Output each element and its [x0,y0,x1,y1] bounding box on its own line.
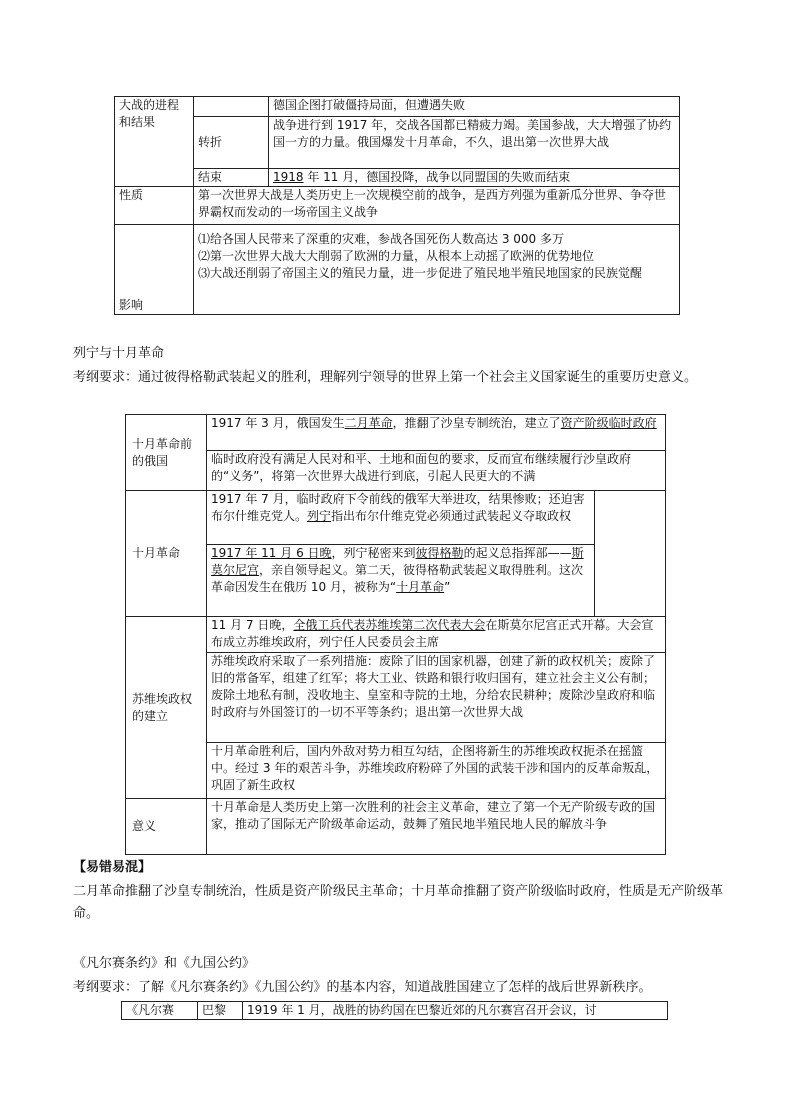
october-text-1: 1917 年 7 月，临时政府下令前线的俄军大举进攻，结果惨败；还迫害布尔什维克党人。列宁指出布尔什维克党必须通过武装起义夺取政权 [207,491,595,545]
pre-revolution-text-2: 临时政府没有满足人民对和平、土地和面包的要求，反而宣布继续履行沙皇政府的“义务”，将第一次世界大战进行到底，引起人民更大的不满 [207,451,666,491]
october-revolution-table [125,414,666,855]
pre-revolution-header: 十月革命前的俄国 [126,415,207,491]
section-title-lenin: 列宁与十月革命 [73,346,165,361]
significance-text: 十月革命是人类历史上第一次胜利的社会主义革命，建立了第一个无产阶级专政的国家，推动了国际无产阶级革命运动，鼓舞了殖民地半殖民地人民的解放斗争 [207,799,666,855]
significance-header: 意义 [126,799,207,855]
impact-text: ⑴给各国人民带来了深重的灾难，参战各国死伤人数高达 3 000 多万 ⑵第一次世界大战大大削弱了欧洲的力量，从根本上动摇了欧洲的优势地位 ⑶大战还削弱了帝国主义的殖民力量，进一步促进了殖民地半殖民地国家的民族觉醒 [194,225,680,315]
progress-text: 德国企图打破僵持局面，但遭遇失败 [269,97,680,117]
turning-label: 转折 [194,117,269,169]
section-title-treaties: 《凡尔赛条约》和《九国公约》 [73,956,256,971]
nature-header: 性质 [115,187,194,225]
confuse-text: 二月革命推翻了沙皇专制统治，性质是资产阶级民主革命；十月革命推翻了资产阶级临时政府，性质是无产阶级革命。 [73,884,724,921]
section-requirement-lenin: 考纲要求：通过彼得格勒武装起义的胜利，理解列宁领导的世界上第一个社会主义国家诞生的重要历史意义。 [73,370,698,385]
treaty-cell-content: 1919 年 1 月，战胜的协约国在巴黎近郊的凡尔赛宫召开会议，讨 [243,1002,668,1020]
end-label: 结束 [194,169,269,187]
october-text-2: 1917 年 11 月 6 日晚，列宁秘密来到彼得格勒的起义总指挥部——斯莫尔尼宫，亲自领导起义。第二天，彼得格勒武装起义取得胜利。这次革命因发生在俄历 10 月，被称为“十月革命” [207,545,595,617]
treaty-table [121,1001,668,1020]
soviet-header: 苏维埃政权的建立 [126,617,207,799]
treaty-cell-name: 《凡尔赛 [122,1002,198,1020]
section-requirement-treaties: 考纲要求：了解《凡尔赛条约》《九国公约》的基本内容，知道战胜国建立了怎样的战后世界新秩序。 [73,980,652,995]
soviet-text-2: 苏维埃政府采取了一系列措施：废除了旧的国家机器，创建了新的政权机关；废除了旧的常备军，组建了红军；将大工业、铁路和银行收归国有，建立社会主义公有制；废除土地私有制，没收地主、皇室和寺院的土地，分给农民耕种；废除沙皇政府和临时政府与外国签订的一切不平等条约；退出第一次世界大战 [207,653,666,743]
pre-revolution-text-1: 1917 年 3 月，俄国发生二月革命，推翻了沙皇专制统治，建立了资产阶级临时政府 [207,415,666,451]
impact-header: 影响 [115,225,194,315]
october-header: 十月革命 [126,491,207,617]
nature-text: 第一次世界大战是人类历史上一次规模空前的战争，是西方列强为重新瓜分世界、争夺世界霸权而发动的一场帝国主义战争 [194,187,680,225]
ww1-table [114,96,680,315]
progress-header: 大战的进程和结果 [115,97,194,187]
soviet-text-1: 11 月 7 日晚，全俄工兵代表苏维埃第二次代表大会在斯莫尔尼宫正式开幕。大会宣布成立苏维埃政府，列宁任人民委员会主席 [207,617,666,653]
end-text: 1918 年 11 月，德国投降，战争以同盟国的失败而结束 [269,169,680,187]
turning-text: 战争进行到 1917 年，交战各国都已精疲力竭。美国参战，大大增强了协约国一方的力量。俄国爆发十月革命，不久，退出第一次世界大战 [269,117,680,169]
treaty-cell-place: 巴黎 [198,1002,243,1020]
confuse-title: 【易错易混】 [73,860,152,875]
soviet-text-3: 十月革命胜利后，国内外敌对势力相互勾结，企图将新生的苏维埃政权扼杀在摇篮中。经过 3 年的艰苦斗争，苏维埃政府粉碎了外国的武装干涉和国内的反革命叛乱，巩固了新生政权 [207,743,666,799]
